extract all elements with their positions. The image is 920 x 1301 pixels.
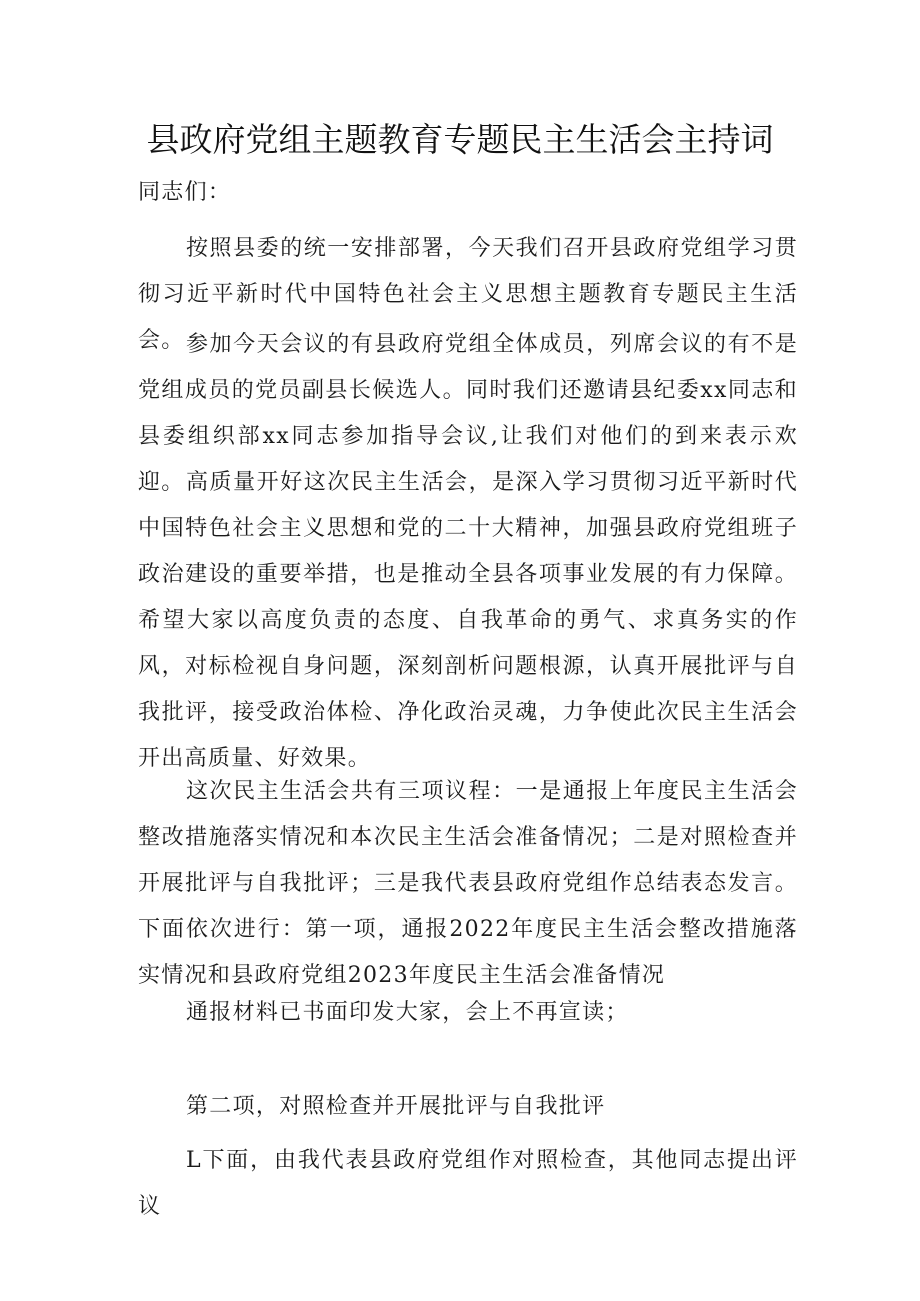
paragraph-significance: 高质量开好这次民主生活会，是深入学习贯彻习近平新时代中国特色社会主义思想和党的二十大精神，加强县政府党组班子政治建设的重要举措，也是推动全县各项事业发展的有力保障。希望大家以高度负责的态度、自我革命的勇气、求真务实的作风，对标检视自身问题，深刻剖析问题根源，认真开展批评与自我批评，接受政治体检、净化政治灵魂，力争使此次民主生活会开出高质量、好效果。: [138, 470, 798, 771]
paragraph-report-note: 通报材料已书面印发大家，会上不再宣读；: [186, 1000, 629, 1025]
paragraph-self-examination: L下面，由我代表县政府党组作对照检查，其他同志提出评议: [138, 1148, 798, 1219]
document-title: 县政府党组主题教育专题民主生活会主持词: [146, 120, 774, 159]
paragraph-opening: 按照县委的统一安排部署，今天我们召开县政府党组学习贯彻习近平新时代中国特色社会主义思想主题教育专题民主生活会。: [138, 236, 798, 353]
paragraph-attendees: 参加今天会议的有县政府党组全体成员，列席会议的有不是党组成员的党员副县长候选人。同时我们还邀请县纪委xx同志和县委组织部xx同志参加指导会议,让我们对他们的到来表示欢迎。: [138, 332, 798, 495]
salutation: 同志们：: [138, 180, 232, 205]
paragraph-item-two: 第二项，对照检查并开展批评与自我批评: [186, 1094, 606, 1119]
paragraph-agenda: 这次民主生活会共有三项议程：一是通报上年度民主生活会整改措施落实情况和本次民主生活会准备情况；二是对照检查并开展批评与自我批评；三是我代表县政府党组作总结表态发言。下面依次进行：第一项，通报2022年度民主生活会整改措施落实情况和县政府党组2023年度民主生活会准备情况: [138, 779, 798, 988]
